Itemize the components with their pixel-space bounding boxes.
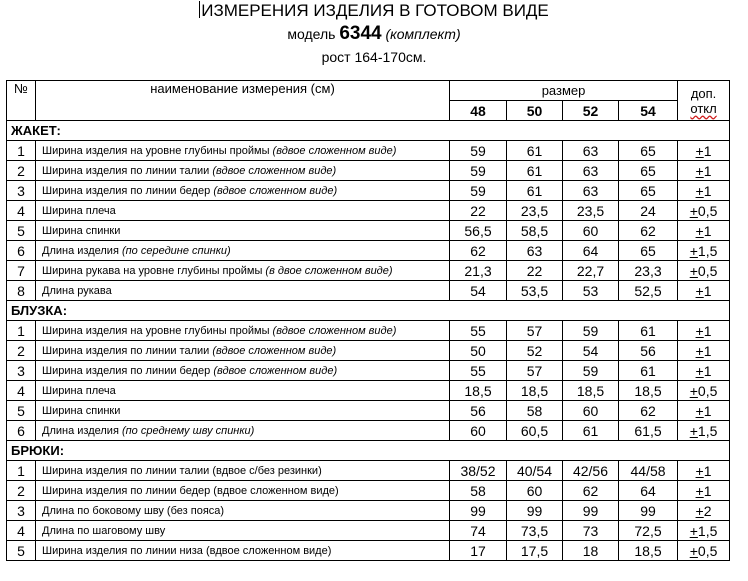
size-value: 99 <box>563 501 619 521</box>
tolerance-sign: + <box>689 202 698 219</box>
measurement-note: (вдвое сложенном виде) <box>212 344 337 357</box>
size-value: 63 <box>507 241 563 261</box>
size-value: 57 <box>507 361 563 381</box>
size-value: 18,5 <box>450 381 507 401</box>
tolerance-amount: 0,5 <box>697 542 718 559</box>
table-row <box>7 221 730 241</box>
tolerance-amount: 0,5 <box>697 202 718 219</box>
tolerance-value <box>678 141 730 161</box>
tolerance-sign: + <box>695 482 704 499</box>
section-title: ЖАКЕТ: <box>7 121 730 141</box>
measurement-text: Ширина изделия по линии талии <box>42 344 213 357</box>
measurement-text: Ширина рукава на уровне глубины проймы <box>42 264 266 277</box>
tolerance-value <box>678 461 730 481</box>
section-title: БЛУЗКА: <box>7 301 730 321</box>
measurement-text: Ширина изделия по линии талии (вдвое с/без резинки) <box>42 464 322 477</box>
tolerance-amount: 1 <box>703 142 712 159</box>
size-value: 23,5 <box>563 201 619 221</box>
table-row <box>7 501 730 521</box>
tolerance-value <box>678 181 730 201</box>
row-number: 1 <box>7 141 36 161</box>
size-value: 54 <box>450 281 507 301</box>
tolerance-amount: 2 <box>703 502 712 519</box>
tolerance-amount: 1 <box>703 222 712 239</box>
row-number: 4 <box>7 521 36 541</box>
size-value: 61 <box>619 361 678 381</box>
document-title-text: ИЗМЕРЕНИЯ ИЗДЕЛИЯ В ГОТОВОМ ВИДЕ <box>201 1 549 20</box>
tolerance-value <box>678 321 730 341</box>
table-row <box>7 181 730 201</box>
table-row <box>7 241 730 261</box>
size-value: 52,5 <box>619 281 678 301</box>
header-name: наименование измерения (см) <box>36 81 450 121</box>
measurement-name <box>36 161 450 181</box>
measurement-text: Длина изделия <box>42 424 122 437</box>
size-value: 60 <box>450 421 507 441</box>
row-number: 2 <box>7 341 36 361</box>
measurement-name <box>36 421 450 441</box>
size-value: 24 <box>619 201 678 221</box>
measurement-note: (в двое сложенном виде) <box>265 264 393 277</box>
measurement-note: (вдвое сложенном виде) <box>272 324 397 337</box>
size-value: 57 <box>507 321 563 341</box>
measurement-name <box>36 341 450 361</box>
document-title <box>0 1 748 21</box>
row-number: 5 <box>7 541 36 561</box>
measurement-name <box>36 181 450 201</box>
tolerance-value <box>678 481 730 501</box>
table-row <box>7 361 730 381</box>
tolerance-value <box>678 541 730 561</box>
size-value: 23,5 <box>507 201 563 221</box>
size-value: 21,3 <box>450 261 507 281</box>
size-value: 61 <box>507 181 563 201</box>
model-number: 6344 <box>339 23 382 44</box>
tolerance-value <box>678 281 730 301</box>
measurement-name <box>36 541 450 561</box>
size-value: 56,5 <box>450 221 507 241</box>
measurement-text: Ширина изделия по линии бедер <box>42 364 214 377</box>
tolerance-amount: 1 <box>703 482 712 499</box>
tolerance-sign: + <box>689 422 698 439</box>
tolerance-amount: 1,5 <box>697 242 718 259</box>
model-label: модель <box>287 26 336 42</box>
measurement-text: Длина по боковому шву (без пояса) <box>42 504 225 517</box>
measurements-table-body <box>7 81 730 561</box>
size-value: 73,5 <box>507 521 563 541</box>
measurement-name <box>36 361 450 381</box>
tolerance-value <box>678 341 730 361</box>
tolerance-sign: + <box>695 222 704 239</box>
table-row <box>7 381 730 401</box>
measurement-text: Ширина спинки <box>42 224 121 237</box>
size-value: 99 <box>619 501 678 521</box>
tolerance-sign: + <box>695 182 704 199</box>
tolerance-sign: + <box>695 282 704 299</box>
table-row <box>7 481 730 501</box>
size-value: 63 <box>563 161 619 181</box>
measurement-text: Ширина изделия по линии бедер <box>42 184 214 197</box>
tolerance-sign: + <box>695 462 704 479</box>
size-value: 38/52 <box>450 461 507 481</box>
tolerance-amount: 0,5 <box>697 262 718 279</box>
measurement-note: (по середине спинки) <box>121 244 231 257</box>
table-row <box>7 141 730 161</box>
size-value: 53 <box>563 281 619 301</box>
size-value: 18,5 <box>563 381 619 401</box>
measurement-note: (вдвое сложенном виде) <box>213 364 338 377</box>
table-row <box>7 541 730 561</box>
tolerance-value <box>678 381 730 401</box>
tolerance-sign: + <box>695 142 704 159</box>
row-number: 1 <box>7 321 36 341</box>
section-row <box>7 441 730 461</box>
size-value: 61 <box>507 161 563 181</box>
row-number: 7 <box>7 261 36 281</box>
size-value: 17 <box>450 541 507 561</box>
measurement-text: Длина изделия <box>42 244 122 257</box>
measurement-name <box>36 321 450 341</box>
model-line <box>0 24 748 44</box>
measurement-name <box>36 201 450 221</box>
row-number: 6 <box>7 421 36 441</box>
tolerance-value <box>678 221 730 241</box>
measurement-text: Ширина изделия на уровне глубины проймы <box>42 144 273 157</box>
tolerance-sign: + <box>689 522 698 539</box>
size-value: 44/58 <box>619 461 678 481</box>
row-number: 3 <box>7 361 36 381</box>
tolerance-sign: + <box>695 502 704 519</box>
tolerance-amount: 1,5 <box>697 422 718 439</box>
tolerance-sign: + <box>695 342 704 359</box>
size-value: 50 <box>450 341 507 361</box>
size-value: 18 <box>563 541 619 561</box>
model-note: (комплект) <box>385 26 461 42</box>
table-row <box>7 461 730 481</box>
tolerance-value <box>678 401 730 421</box>
measurement-text: Ширина изделия на уровне глубины проймы <box>42 324 273 337</box>
row-number: 1 <box>7 461 36 481</box>
size-value: 40/54 <box>507 461 563 481</box>
measurement-text: Ширина плеча <box>42 384 116 397</box>
measurement-text: Ширина плеча <box>42 204 116 217</box>
size-value: 61 <box>563 421 619 441</box>
size-value: 74 <box>450 521 507 541</box>
table-row <box>7 281 730 301</box>
tolerance-sign: + <box>689 542 698 559</box>
tolerance-value <box>678 361 730 381</box>
size-value: 42/56 <box>563 461 619 481</box>
row-number: 4 <box>7 381 36 401</box>
tolerance-amount: 1 <box>703 342 712 359</box>
size-50: 50 <box>507 101 563 121</box>
measurement-name <box>36 501 450 521</box>
size-value: 52 <box>507 341 563 361</box>
measurement-text: Длина рукава <box>42 284 112 297</box>
size-value: 73 <box>563 521 619 541</box>
tolerance-amount: 1,5 <box>697 522 718 539</box>
measurement-note: (вдвое сложенном виде) <box>213 184 338 197</box>
tolerance-amount: 1 <box>703 362 712 379</box>
table-row <box>7 341 730 361</box>
tolerance-amount: 1 <box>703 162 712 179</box>
measurement-text: Длина по шаговому шву <box>42 524 166 537</box>
table-row <box>7 261 730 281</box>
size-value: 64 <box>563 241 619 261</box>
tolerance-amount: 1 <box>703 322 712 339</box>
tolerance-sign: + <box>695 162 704 179</box>
size-value: 60 <box>563 221 619 241</box>
tolerance-sign: + <box>695 322 704 339</box>
size-value: 62 <box>450 241 507 261</box>
tolerance-amount: 1 <box>703 462 712 479</box>
row-number: 6 <box>7 241 36 261</box>
size-value: 65 <box>619 141 678 161</box>
measurement-name <box>36 221 450 241</box>
row-number: 4 <box>7 201 36 221</box>
size-value: 65 <box>619 181 678 201</box>
measurement-note: (вдвое сложенном виде) <box>212 164 337 177</box>
measurement-name <box>36 261 450 281</box>
tolerance-amount: 0,5 <box>697 382 718 399</box>
size-value: 99 <box>507 501 563 521</box>
header-size: размер <box>450 81 678 101</box>
size-48: 48 <box>450 101 507 121</box>
tolerance-sign: + <box>689 262 698 279</box>
row-number: 5 <box>7 221 36 241</box>
table-row <box>7 321 730 341</box>
tolerance-value <box>678 241 730 261</box>
header-tolerance <box>678 81 730 121</box>
size-value: 61 <box>619 321 678 341</box>
height-line: рост 164-170см. <box>321 49 427 65</box>
size-value: 23,3 <box>619 261 678 281</box>
size-value: 55 <box>450 361 507 381</box>
size-value: 59 <box>563 321 619 341</box>
row-number: 3 <box>7 501 36 521</box>
measurement-text: Ширина изделия по линии низа (вдвое сложенном виде) <box>42 544 332 557</box>
size-52: 52 <box>563 101 619 121</box>
size-value: 18,5 <box>619 541 678 561</box>
size-value: 64 <box>619 481 678 501</box>
size-54: 54 <box>619 101 678 121</box>
measurement-name <box>36 521 450 541</box>
size-value: 63 <box>563 181 619 201</box>
tolerance-sign: + <box>689 242 698 259</box>
size-value: 60 <box>563 401 619 421</box>
row-number: 5 <box>7 401 36 421</box>
measurement-name <box>36 401 450 421</box>
tolerance-amount: 1 <box>703 282 712 299</box>
table-row <box>7 201 730 221</box>
size-value: 56 <box>450 401 507 421</box>
row-number: 2 <box>7 161 36 181</box>
measurement-name <box>36 481 450 501</box>
tolerance-value <box>678 201 730 221</box>
size-value: 17,5 <box>507 541 563 561</box>
tolerance-value <box>678 261 730 281</box>
size-value: 22,7 <box>563 261 619 281</box>
measurement-name <box>36 381 450 401</box>
table-row <box>7 421 730 441</box>
row-number: 2 <box>7 481 36 501</box>
size-value: 65 <box>619 241 678 261</box>
size-value: 54 <box>563 341 619 361</box>
size-value: 22 <box>450 201 507 221</box>
size-value: 60 <box>507 481 563 501</box>
size-value: 72,5 <box>619 521 678 541</box>
size-value: 18,5 <box>619 381 678 401</box>
size-value: 58,5 <box>507 221 563 241</box>
size-value: 22 <box>507 261 563 281</box>
header-number: № <box>7 81 36 121</box>
table-row <box>7 401 730 421</box>
measurement-text: Ширина спинки <box>42 404 121 417</box>
size-value: 99 <box>450 501 507 521</box>
tolerance-value <box>678 161 730 181</box>
size-value: 62 <box>563 481 619 501</box>
tolerance-amount: 1 <box>703 402 712 419</box>
section-row <box>7 301 730 321</box>
tolerance-value <box>678 521 730 541</box>
size-value: 63 <box>563 141 619 161</box>
section-title: БРЮКИ: <box>7 441 730 461</box>
measurement-name <box>36 141 450 161</box>
measurement-name <box>36 281 450 301</box>
size-value: 56 <box>619 341 678 361</box>
size-value: 58 <box>507 401 563 421</box>
tolerance-sign: + <box>689 382 698 399</box>
size-value: 59 <box>450 181 507 201</box>
tolerance-value <box>678 501 730 521</box>
measurement-text: Ширина изделия по линии бедер (вдвое сложенном виде) <box>42 484 339 497</box>
size-value: 60,5 <box>507 421 563 441</box>
table-row <box>7 521 730 541</box>
row-number: 8 <box>7 281 36 301</box>
tolerance-sign: + <box>695 362 704 379</box>
row-number: 3 <box>7 181 36 201</box>
tolerance-sign: + <box>695 402 704 419</box>
section-row <box>7 121 730 141</box>
size-value: 59 <box>563 361 619 381</box>
measurement-note: (вдвое сложенном виде) <box>272 144 397 157</box>
size-value: 55 <box>450 321 507 341</box>
size-value: 59 <box>450 161 507 181</box>
measurement-note: (по среднему шву спинки) <box>121 424 255 437</box>
header-tolerance-line2: откл <box>690 100 717 116</box>
measurement-name <box>36 241 450 261</box>
table-row <box>7 161 730 181</box>
size-value: 59 <box>450 141 507 161</box>
size-value: 61 <box>507 141 563 161</box>
table-header-row <box>7 81 730 101</box>
size-value: 62 <box>619 221 678 241</box>
tolerance-value <box>678 421 730 441</box>
size-value: 53,5 <box>507 281 563 301</box>
header-tolerance-line1: доп. <box>690 85 717 101</box>
measurement-text: Ширина изделия по линии талии <box>42 164 213 177</box>
size-value: 65 <box>619 161 678 181</box>
size-value: 18,5 <box>507 381 563 401</box>
size-value: 58 <box>450 481 507 501</box>
tolerance-amount: 1 <box>703 182 712 199</box>
size-value: 62 <box>619 401 678 421</box>
measurements-table <box>6 80 730 561</box>
size-value: 61,5 <box>619 421 678 441</box>
measurement-name <box>36 461 450 481</box>
